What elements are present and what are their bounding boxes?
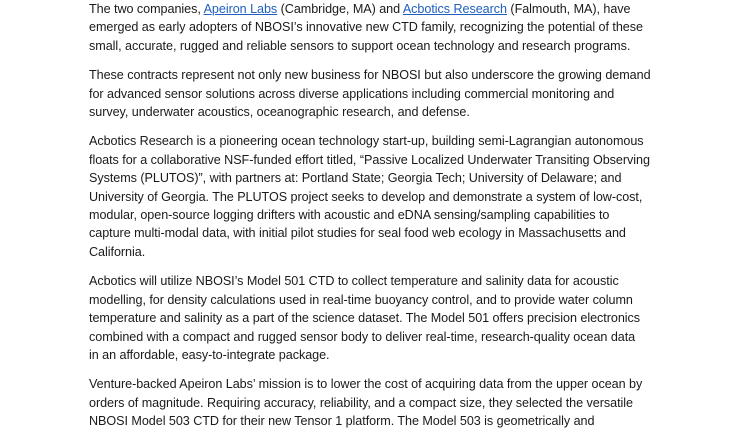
paragraph-5-line-1: Venture-backed Apeiron Labs’ mission is to lower the cost of acquiring data from the upper ocean by: [89, 377, 643, 392]
paragraph-4-line-4: combined with a compact and rugged sensor body to deliver real-time, research-quality ocean data: [89, 329, 636, 344]
paragraph-3: [89, 132, 689, 261]
paragraph-2: [89, 66, 689, 121]
paragraph-2-line-3: survey, underwater acoustics, oceanographic research, and defense.: [89, 105, 470, 120]
paragraph-1: [89, 0, 689, 55]
paragraph-1-line-1: [89, 0, 689, 18]
paragraph-1-line-2: emerged as early adopters of NBOSI’s innovative new CTD family, recognizing the potential of these: [89, 20, 643, 35]
text-segment: (Cambridge, MA) and: [277, 2, 403, 16]
paragraph-2-line-1: These contracts represent not only new business for NBOSI but also underscore the growing demand: [89, 68, 651, 83]
paragraph-3-line-2: floats for a collaborative NSF-funded effort titled, “Passive Localized Underwater Transiting Observing: [89, 152, 650, 167]
text-segment: (Falmouth, MA), have: [506, 2, 631, 16]
paragraph-5: [89, 375, 689, 430]
paragraph-3-line-4: University of Georgia. The PLUTOS project seeks to develop and demonstrate a system of low-cost,: [89, 189, 643, 204]
paragraph-3-line-3: Systems (PLUTOS)”, with partners at: Portland State; Georgia Tech; University of Delaware; and: [89, 171, 622, 186]
paragraph-5-line-2: orders of magnitude. Requiring accuracy, reliability, and a compact size, they selected the versatile: [89, 395, 633, 410]
paragraph-4-line-1: Acbotics will utilize NBOSI’s Model 501 CTD to collect temperature and salinity data for acoustic: [89, 274, 619, 289]
paragraph-3-line-1: Acbotics Research is a pioneering ocean technology start-up, building semi-Lagrangian autonomous: [89, 134, 644, 149]
acbotics-research-link[interactable]: Acbotics Research: [402, 2, 507, 16]
text-segment: The two companies,: [89, 2, 204, 16]
paragraph-3-line-6: capture multi-modal data, with initial pilot studies for seal food web ecology in Massachusetts and: [89, 226, 626, 241]
paragraph-4: [89, 272, 689, 364]
document-body: [89, 0, 689, 442]
paragraph-5-line-3: NBOSI Model 503 CTD for their new Tensor 1 platform. The Model 503 is geometrically and: [89, 414, 595, 429]
paragraph-4-line-3: temperature and salinity as a part of the science dataset. The Model 501 offers precision electronics: [89, 311, 641, 326]
paragraph-1-line-3: small, accurate, rugged and reliable sensors to support ocean technology and research programs.: [89, 38, 631, 53]
paragraph-3-line-5: modular, open-source logging drifters with acoustic and eDNA sensing/sampling capabilities to: [89, 208, 610, 223]
paragraph-3-line-7: California.: [89, 244, 146, 259]
paragraph-4-line-2: modelling, for density calculations used in real-time buoyancy control, and to provide water column: [89, 292, 633, 307]
paragraph-4-line-5: in an affordable, easy-to-integrate package.: [89, 347, 330, 362]
apeiron-labs-link[interactable]: Apeiron Labs: [203, 2, 278, 16]
paragraph-2-line-2: for advanced sensor solutions across diverse applications including commercial monitoring and: [89, 86, 615, 101]
